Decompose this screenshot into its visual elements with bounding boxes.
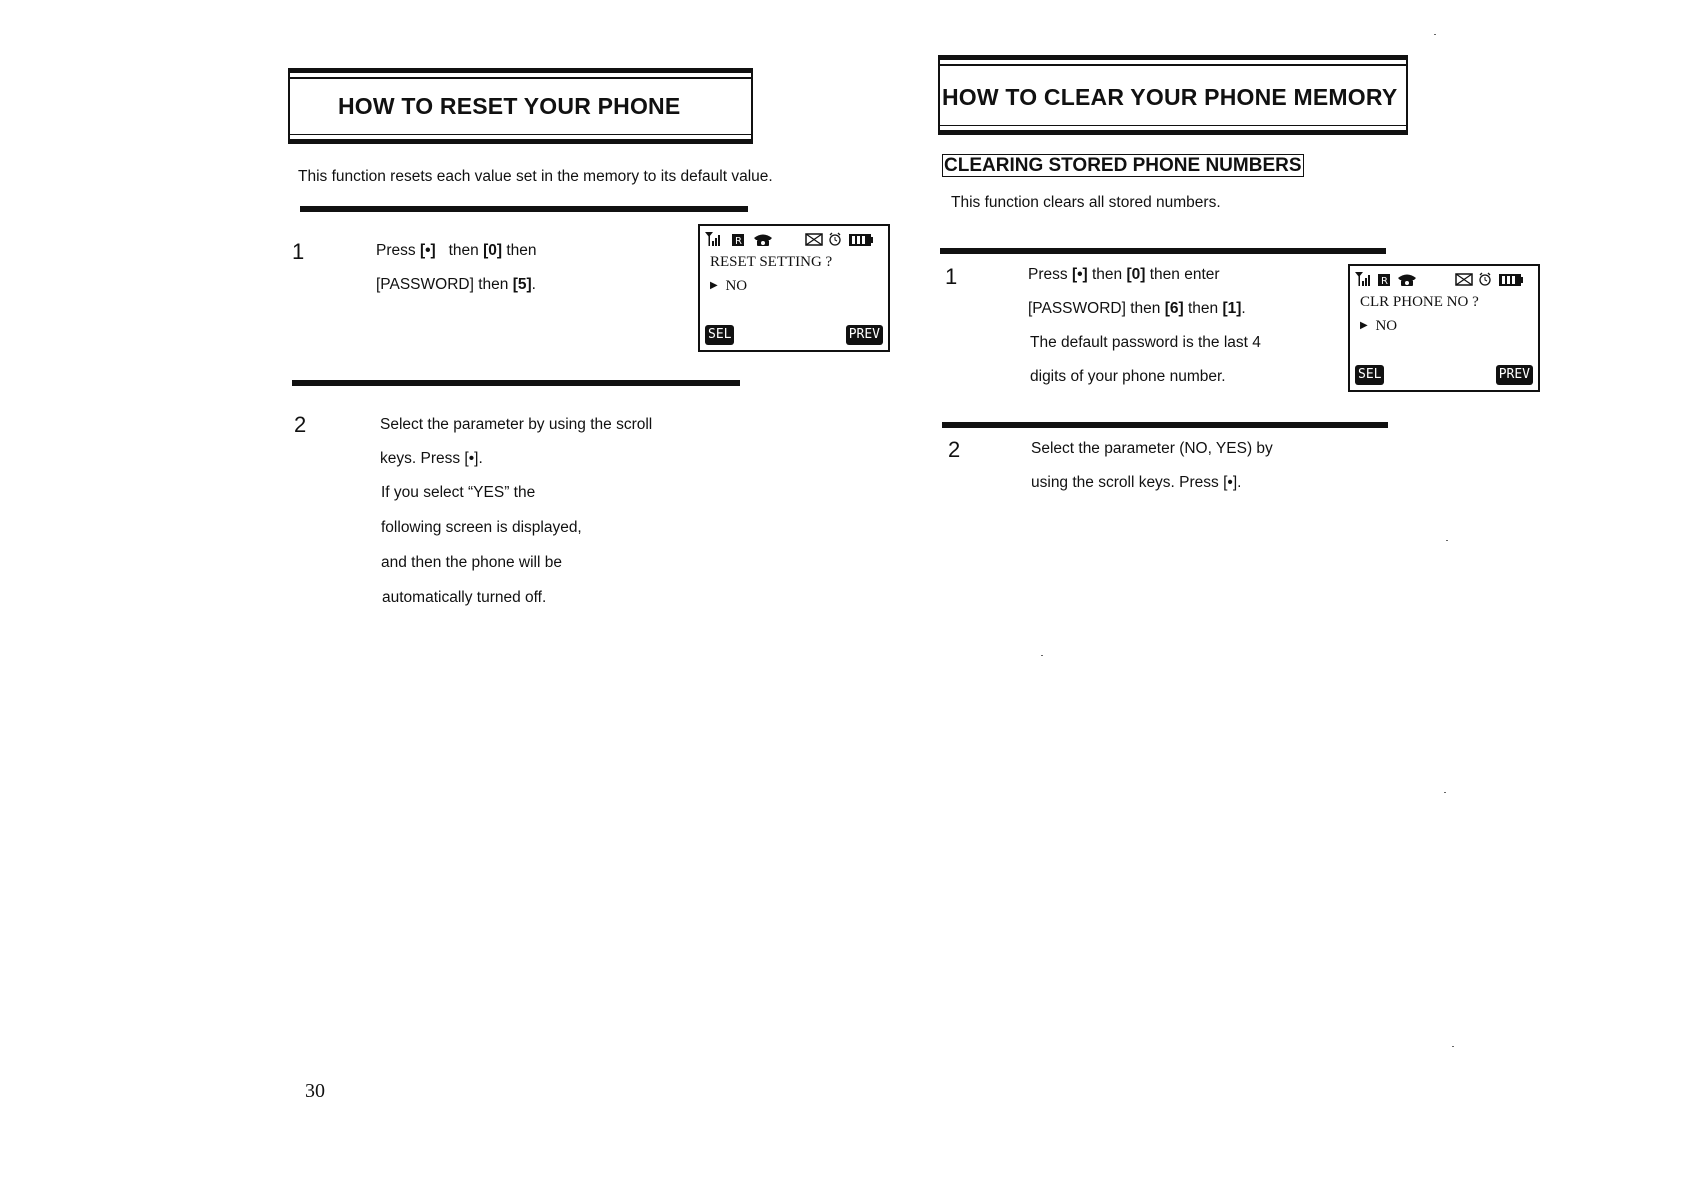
scan-speck [1444, 792, 1446, 793]
right-step1-line1 [1028, 266, 1220, 284]
right-step2-line: Select the parameter (NO, YES) by [1031, 440, 1273, 457]
roaming-icon [732, 234, 744, 247]
left-intro-text: This function resets each value set in the memory to its default value. [298, 168, 773, 185]
left-step1-number: 1 [292, 239, 305, 264]
left-step2-line: If you select “YES” the [381, 484, 536, 501]
play-arrow-icon: ▶ [710, 280, 718, 291]
phone-icon [1398, 275, 1416, 287]
left-page-title: HOW TO RESET YOUR PHONE [338, 93, 681, 119]
sel-softkey: SEL [1355, 365, 1384, 385]
alarm-icon [1480, 273, 1490, 285]
battery-icon [849, 234, 873, 246]
status-bar [704, 230, 886, 248]
then-text: then [448, 242, 479, 259]
status-bar [1354, 270, 1536, 288]
signal-icon [705, 232, 720, 246]
left-step2-line: Select the parameter by using the scroll [380, 416, 653, 433]
period: . [531, 276, 536, 293]
right-step1-line4: digits of your phone number. [1030, 368, 1226, 385]
battery-icon [1499, 274, 1523, 286]
period: . [1241, 300, 1246, 317]
key-1: [1] [1222, 300, 1242, 317]
scan-speck [1452, 1046, 1454, 1047]
right-step2-rule [942, 422, 1388, 428]
clearing-numbers-subheading: CLEARING STORED PHONE NUMBERS [944, 155, 1302, 176]
password-text: [PASSWORD] then [376, 276, 509, 293]
screen-line-2 [710, 278, 747, 295]
left-step2-number: 2 [294, 412, 307, 437]
signal-icon [1355, 272, 1370, 286]
screen-line-1: RESET SETTING ? [710, 254, 833, 270]
message-icon [806, 234, 822, 245]
scan-speck [1041, 655, 1043, 656]
prev-softkey: PREV [1496, 365, 1533, 385]
alarm-icon [830, 233, 840, 245]
right-step2-number: 2 [948, 437, 961, 462]
press-text: Press [376, 242, 416, 259]
left-step1-line1 [376, 242, 537, 260]
page-number: 30 [305, 1080, 325, 1102]
left-step2-line: following screen is displayed, [381, 519, 582, 536]
key-ok: [•] [1071, 266, 1088, 283]
key-0: [0] [1126, 266, 1146, 283]
phone-icon [754, 235, 772, 247]
left-step1-rule [300, 206, 748, 212]
left-step2-line: keys. Press [•]. [380, 450, 483, 467]
prev-softkey: PREV [846, 325, 883, 345]
screen-line-2 [1360, 318, 1397, 335]
roaming-icon [1378, 274, 1390, 287]
message-icon [1456, 274, 1472, 285]
left-step1-line2 [376, 276, 536, 294]
reset-setting-screen [698, 224, 890, 352]
then-text: then [506, 242, 537, 259]
right-step1-line3: The default password is the last 4 [1030, 334, 1261, 351]
right-step1-number: 1 [945, 264, 958, 289]
left-step2-line: automatically turned off. [382, 589, 547, 606]
right-step1-rule [940, 248, 1386, 254]
left-step2-rule [292, 380, 740, 386]
sel-softkey: SEL [705, 325, 734, 345]
right-page-title: HOW TO CLEAR YOUR PHONE MEMORY [942, 84, 1398, 110]
svg-text:R: R [735, 236, 742, 247]
screen-line-1: CLR PHONE NO ? [1360, 294, 1479, 310]
key-6: [6] [1164, 300, 1184, 317]
clr-phone-screen [1348, 264, 1540, 392]
press-text: Press [1028, 266, 1068, 283]
then-enter-text: then enter [1149, 266, 1220, 283]
svg-text:R: R [1381, 276, 1388, 287]
key-5: [5] [512, 276, 532, 293]
scan-speck [1446, 540, 1448, 541]
screen-option: NO [725, 278, 748, 294]
then-text: then [1092, 266, 1123, 283]
right-step1-line2 [1028, 300, 1246, 318]
right-intro-text: This function clears all stored numbers. [951, 194, 1221, 211]
key-ok: [•] [419, 242, 436, 259]
left-step2-line: and then the phone will be [381, 554, 562, 571]
screen-option: NO [1375, 318, 1398, 334]
scan-speck [1434, 34, 1436, 35]
key-0: [0] [483, 242, 503, 259]
then-text: then [1187, 300, 1219, 317]
password-text: [PASSWORD] then [1028, 300, 1161, 317]
play-arrow-icon: ▶ [1360, 320, 1368, 331]
right-step2-line: using the scroll keys. Press [•]. [1031, 474, 1242, 491]
